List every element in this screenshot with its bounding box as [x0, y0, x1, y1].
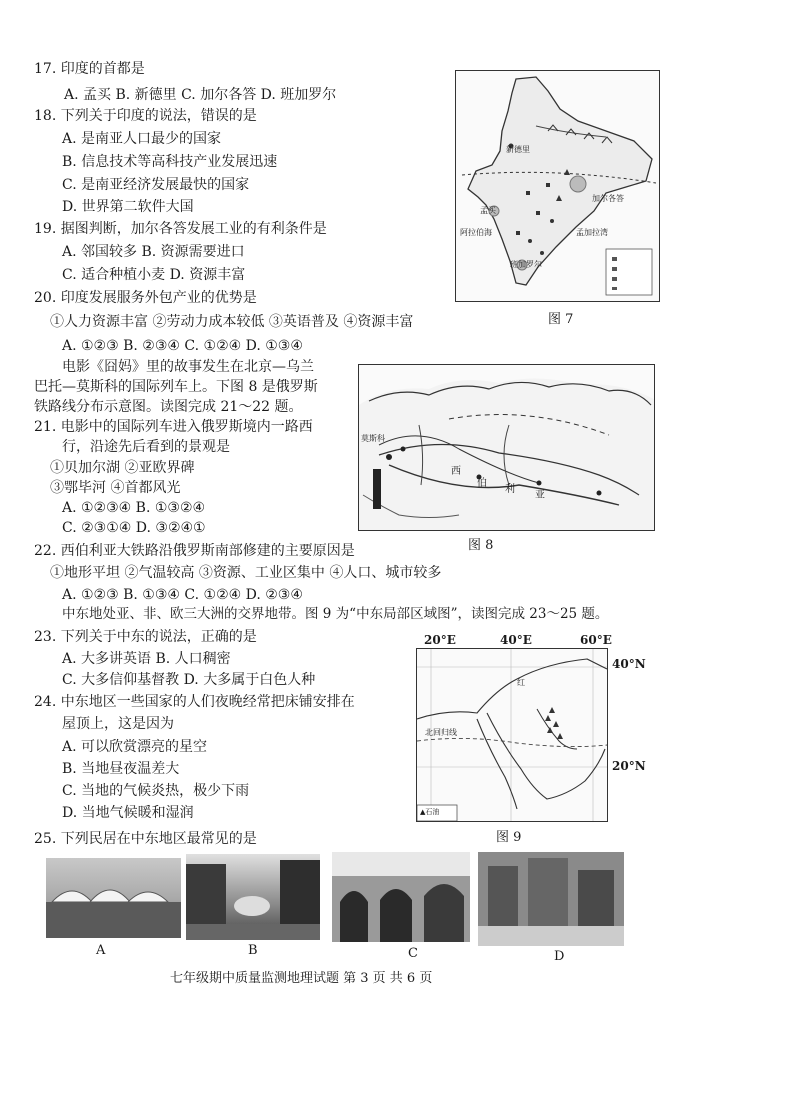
intro21-line1: 电影《囧妈》里的故事发生在北京—乌兰: [62, 359, 314, 375]
photo-label-c: C: [408, 946, 418, 961]
intro21-line3: 铁路线分布示意图。读图完成 21～22 题。: [34, 399, 303, 415]
q20-items: ①人力资源丰富 ②劳动力成本较低 ③英语普及 ④资源丰富: [50, 314, 414, 330]
q21-options-cd: C. ②③①④ D. ③②④①: [62, 520, 206, 536]
label-oil: ▲石油: [420, 808, 440, 816]
intro21-line2: 巴托—莫斯科的国际列车上。下图 8 是俄罗斯: [34, 379, 318, 395]
fig9-lat-20: 20°N: [612, 759, 646, 773]
fig9-lon-60: 60°E: [580, 633, 612, 647]
q22-options: A. ①②③ B. ①③④ C. ①②④ D. ②③④: [62, 587, 303, 603]
q18-option-c: C. 是南亚经济发展最快的国家: [62, 177, 250, 193]
q18-stem: 18. 下列关于印度的说法，错误的是: [34, 108, 257, 124]
house-photo-c: [332, 852, 470, 942]
q21-items1: ①贝加尔湖 ②亚欧界碑: [50, 460, 195, 476]
q23-stem: 23. 下列关于中东的说法，正确的是: [34, 629, 257, 645]
intro23: 中东地处亚、非、欧三大洲的交界地带。图 9 为“中东局部区域图”，读图完成 23～25 题。: [62, 606, 609, 622]
label-mumbai: 孟买: [480, 206, 496, 215]
q24-option-d: D. 当地气候暖和湿润: [62, 805, 194, 821]
label-red-sea: 红: [517, 678, 525, 687]
page-footer: 七年级期中质量监测地理试题 第 3 页 共 6 页: [170, 971, 433, 986]
q21-stem1: 21. 电影中的国际列车进入俄罗斯境内一路西: [34, 419, 313, 435]
q22-items: ①地形平坦 ②气温较高 ③资源、工业区集中 ④人口、城市较多: [50, 565, 442, 581]
label-tropic: 北回归线: [425, 728, 457, 737]
fig9-lon-40: 40°E: [500, 633, 532, 647]
q17-options: A. 孟买 B. 新德里 C. 加尔各答 D. 班加罗尔: [64, 87, 337, 103]
q24-option-a: A. 可以欣赏漂亮的星空: [62, 739, 208, 755]
label-xi: 西: [451, 466, 461, 477]
russia-railway-map: [358, 364, 655, 531]
q18-option-a: A. 是南亚人口最少的国家: [62, 131, 222, 147]
photo-label-a: A: [96, 943, 106, 958]
q18-option-d: D. 世界第二软件大国: [62, 199, 194, 215]
q18-option-b: B. 信息技术等高科技产业发展迅速: [62, 154, 278, 170]
q21-stem2: 行，沿途先后看到的景观是: [62, 439, 230, 455]
q22-stem: 22. 西伯利亚大铁路沿俄罗斯南部修建的主要原因是: [34, 543, 355, 559]
q17-stem: 17. 印度的首都是: [34, 61, 145, 77]
q23-options-cd: C. 大多信仰基督教 D. 大多属于白色人种: [62, 672, 316, 688]
photo-label-b: B: [248, 943, 258, 958]
q24-stem2: 屋顶上，这是因为: [62, 716, 174, 732]
photo-label-d: D: [554, 949, 565, 964]
fig9-lon-20: 20°E: [424, 633, 456, 647]
label-bo: 伯: [477, 478, 487, 489]
q19-options-ab: A. 邻国较多 B. 资源需要进口: [62, 244, 245, 260]
label-bay-bengal: 孟加拉湾: [576, 228, 608, 237]
q24-option-c: C. 当地的气候炎热，极少下雨: [62, 783, 250, 799]
label-li: 利: [505, 484, 515, 495]
label-kolkata: 加尔各答: [592, 194, 624, 203]
q21-options-ab: A. ①②③④ B. ①③②④: [62, 500, 206, 516]
q20-stem: 20. 印度发展服务外包产业的优势是: [34, 290, 257, 306]
label-bangalore: 班加罗尔: [510, 260, 542, 269]
q24-stem1: 24. 中东地区一些国家的人们夜晚经常把床铺安排在: [34, 694, 355, 710]
house-photo-d: [478, 852, 624, 946]
fig9-lat-40: 40°N: [612, 657, 646, 671]
q21-items2: ③鄂毕河 ④首都风光: [50, 480, 181, 496]
india-map: [455, 70, 660, 302]
label-delhi: 新德里: [506, 145, 530, 154]
house-photo-b: [186, 854, 320, 940]
label-ya: 亚: [535, 490, 545, 501]
label-moscow: 莫斯科: [361, 434, 385, 443]
q20-options: A. ①②③ B. ②③④ C. ①②④ D. ①③④: [62, 338, 303, 354]
middle-east-map: [416, 648, 608, 822]
house-photo-a: [46, 858, 181, 938]
q23-options-ab: A. 大多讲英语 B. 人口稠密: [62, 651, 231, 667]
q19-stem: 19. 据图判断，加尔各答发展工业的有利条件是: [34, 221, 327, 237]
label-arabian-sea: 阿拉伯海: [460, 228, 492, 237]
q25-stem: 25. 下列民居在中东地区最常见的是: [34, 831, 257, 847]
q24-option-b: B. 当地昼夜温差大: [62, 761, 180, 777]
fig7-caption: 图 7: [548, 312, 574, 327]
fig8-caption: 图 8: [468, 538, 494, 553]
fig9-caption: 图 9: [496, 830, 522, 845]
q19-options-cd: C. 适合种植小麦 D. 资源丰富: [62, 267, 246, 283]
